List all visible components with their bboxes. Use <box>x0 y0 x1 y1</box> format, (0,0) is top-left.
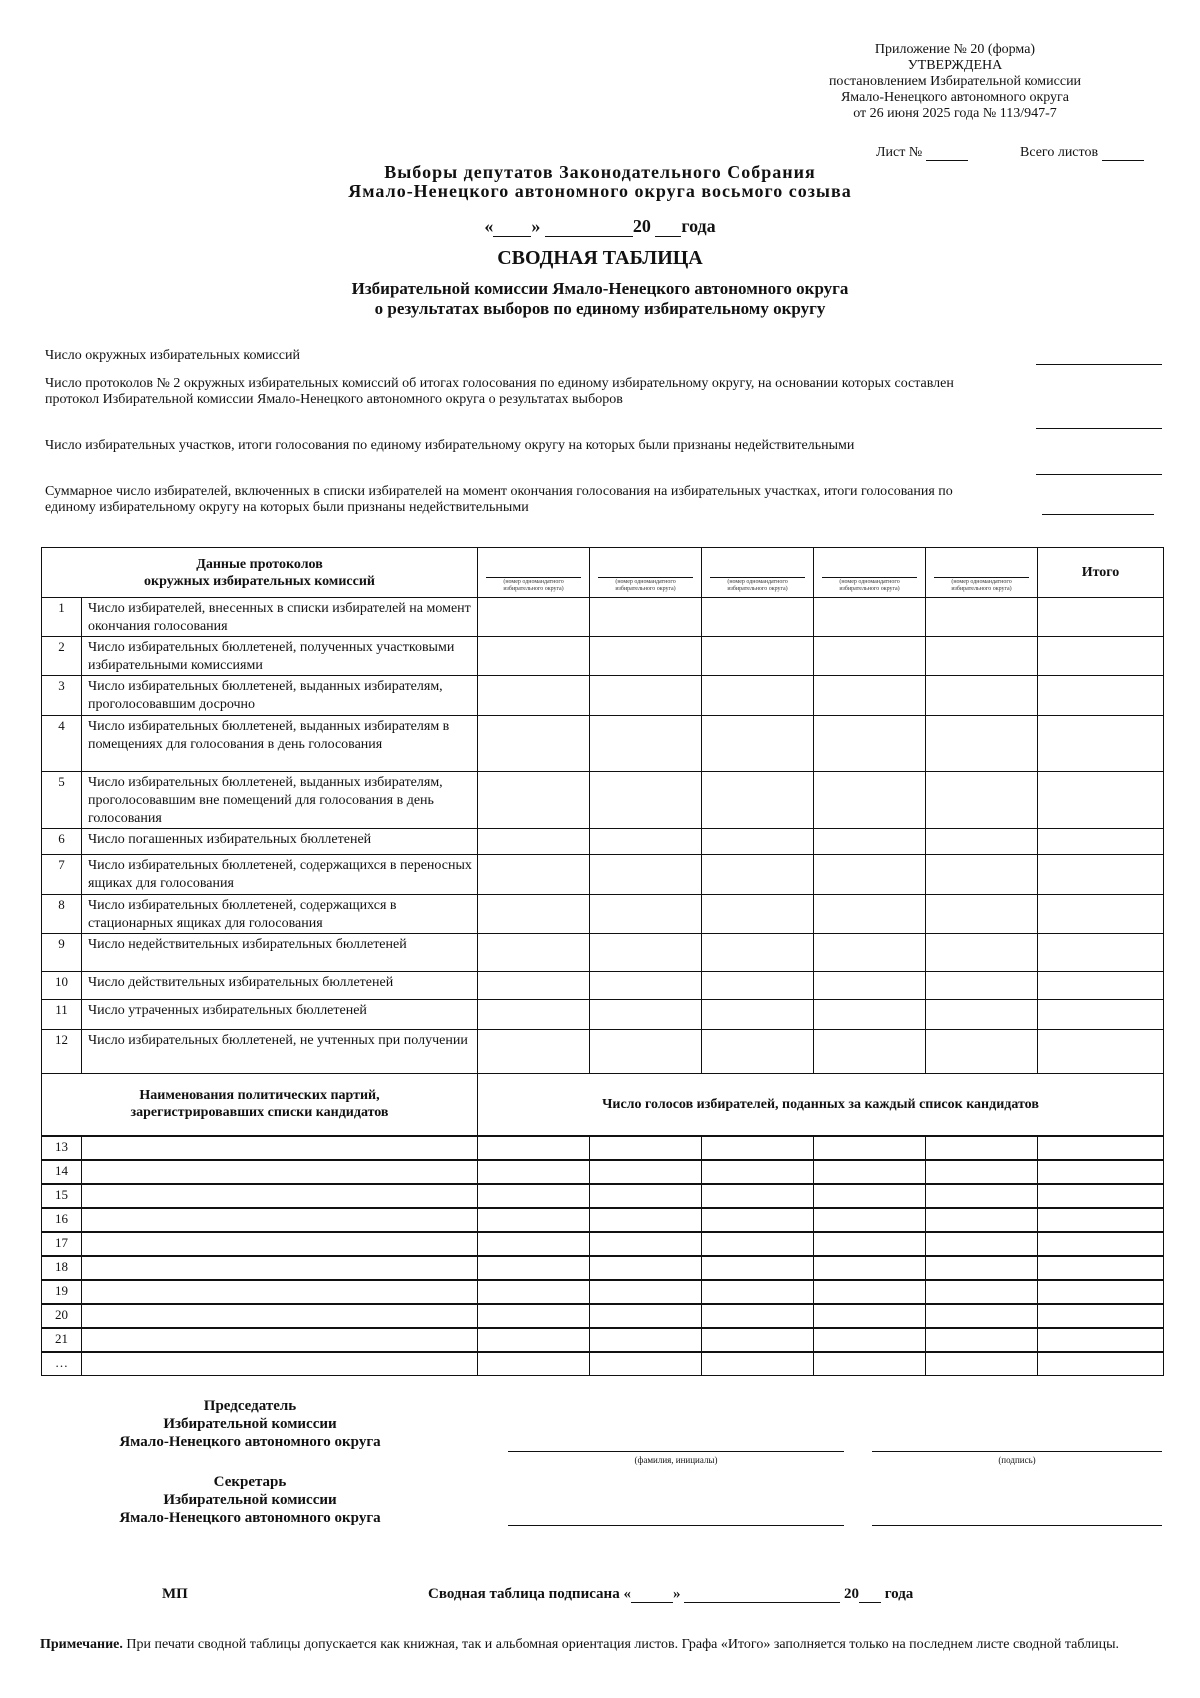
total-column-header: Итого <box>1038 548 1164 598</box>
value-cell[interactable] <box>702 716 814 772</box>
district-column-header[interactable] <box>926 548 1038 598</box>
chair-name-caption: (фамилия, инициалы) <box>634 1455 718 1465</box>
district-column-header[interactable] <box>814 548 926 598</box>
vote-cell[interactable] <box>702 1256 814 1280</box>
vote-cell[interactable] <box>1038 1328 1164 1352</box>
vote-cell[interactable] <box>702 1328 814 1352</box>
value-cell[interactable] <box>814 598 926 637</box>
district-caption: (номер одномандатного избирательного округа) <box>822 577 917 593</box>
row-label: Число утраченных избирательных бюллетеней <box>82 1000 478 1030</box>
value-cell[interactable] <box>478 895 590 934</box>
info-voters-sum: Суммарное число избирателей, включенных в списки избирателей на момент окончания голосования на избирательных участках, итоги голосования по единому избирательному округу на которых были признаны недействительными <box>45 484 953 515</box>
row-number: 1 <box>42 598 82 637</box>
value-cell[interactable] <box>478 829 590 855</box>
vote-cell[interactable] <box>590 1160 702 1184</box>
chair-name-line[interactable] <box>508 1451 844 1452</box>
page-title: СВОДНАЯ ТАБЛИЦА <box>497 247 703 269</box>
value-cell[interactable] <box>926 598 1038 637</box>
party-row-number: 14 <box>42 1160 82 1184</box>
value-cell[interactable] <box>590 772 702 829</box>
value-cell[interactable] <box>814 1030 926 1074</box>
value-cell[interactable] <box>1038 829 1164 855</box>
party-name-cell[interactable] <box>82 1352 478 1376</box>
vote-cell[interactable] <box>814 1352 926 1376</box>
party-row-number: 15 <box>42 1184 82 1208</box>
chair-sign-caption: (подпись) <box>998 1455 1036 1465</box>
vote-cell[interactable] <box>926 1304 1038 1328</box>
table-row <box>42 1030 1164 1074</box>
row-label: Число избирательных бюллетеней, полученных участковыми избирательными комиссиями <box>82 637 478 676</box>
secretary-name-line[interactable] <box>508 1525 844 1526</box>
row-number: 11 <box>42 1000 82 1030</box>
party-row-number: 18 <box>42 1256 82 1280</box>
value-cell[interactable] <box>478 716 590 772</box>
party-row <box>42 1184 1164 1208</box>
value-cell[interactable] <box>478 637 590 676</box>
vote-cell[interactable] <box>590 1328 702 1352</box>
table-row <box>42 829 1164 855</box>
value-cell[interactable] <box>814 829 926 855</box>
vote-cell[interactable] <box>1038 1232 1164 1256</box>
vote-cell[interactable] <box>926 1280 1038 1304</box>
vote-cell[interactable] <box>1038 1352 1164 1376</box>
value-cell[interactable] <box>478 1000 590 1030</box>
votes-header: Число голосов избирателей, поданных за каждый список кандидатов <box>478 1074 1164 1136</box>
vote-cell[interactable] <box>1038 1160 1164 1184</box>
appendix-label: Приложение № 20 (форма) <box>874 42 1036 57</box>
party-row-number: 13 <box>42 1136 82 1160</box>
chair-title: Председатель Избирательной комиссии Ямало-Ненецкого автономного округа <box>119 1398 381 1450</box>
value-cell[interactable] <box>926 637 1038 676</box>
vote-cell[interactable] <box>590 1136 702 1160</box>
row-label: Число избирательных бюллетеней, выданных избирателям, проголосовавшим досрочно <box>82 676 478 716</box>
vote-cell[interactable] <box>702 1232 814 1256</box>
value-cell[interactable] <box>1038 1030 1164 1074</box>
table-row <box>42 855 1164 895</box>
value-cell[interactable] <box>478 855 590 895</box>
info-protocols: Число протоколов № 2 окружных избирательных комиссий об итогах голосования по единому избирательному округу, на основании которых составлен протокол Избирательной комиссии Ямало-Ненецкого автономного округа о результатах выборов <box>45 376 954 407</box>
vote-cell[interactable] <box>814 1304 926 1328</box>
value-cell[interactable] <box>590 895 702 934</box>
value-cell[interactable] <box>814 772 926 829</box>
value-cell[interactable] <box>702 1000 814 1030</box>
value-cell[interactable] <box>478 772 590 829</box>
party-name-cell[interactable] <box>82 1136 478 1160</box>
value-cell[interactable] <box>926 934 1038 972</box>
district-column-header[interactable] <box>478 548 590 598</box>
vote-cell[interactable] <box>478 1280 590 1304</box>
approved-label: УТВЕРЖДЕНА <box>907 58 1003 73</box>
value-cell[interactable] <box>590 972 702 1000</box>
row-label: Число избирателей, внесенных в списки избирателей на момент окончания голосования <box>82 598 478 637</box>
table-row <box>42 1000 1164 1030</box>
row-label: Число избирательных бюллетеней, содержащихся в стационарных ящиках для голосования <box>82 895 478 934</box>
protocol-data-header: Данные протоколов окружных избирательных комиссий <box>42 548 478 598</box>
value-cell[interactable] <box>478 934 590 972</box>
table-row <box>42 934 1164 972</box>
party-names-header: Наименования политических партий, зарегистрировавших списки кандидатов <box>42 1074 478 1136</box>
party-name-cell[interactable] <box>82 1280 478 1304</box>
vote-cell[interactable] <box>702 1304 814 1328</box>
row-label: Число погашенных избирательных бюллетеней <box>82 829 478 855</box>
table-row <box>42 676 1164 716</box>
vote-cell[interactable] <box>702 1280 814 1304</box>
party-row <box>42 1328 1164 1352</box>
party-row-number: 20 <box>42 1304 82 1328</box>
table-header-row <box>42 548 1164 598</box>
vote-cell[interactable] <box>814 1256 926 1280</box>
party-row <box>42 1136 1164 1160</box>
vote-cell[interactable] <box>814 1208 926 1232</box>
vote-cell[interactable] <box>590 1304 702 1328</box>
value-cell[interactable] <box>814 637 926 676</box>
vote-cell[interactable] <box>926 1232 1038 1256</box>
page-subtitle: Избирательной комиссии Ямало-Ненецкого автономного округа о результатах выборов по единому избирательному округу <box>351 279 849 318</box>
party-name-cell[interactable] <box>82 1160 478 1184</box>
vote-cell[interactable] <box>702 1184 814 1208</box>
row-number: 3 <box>42 676 82 716</box>
value-cell[interactable] <box>814 934 926 972</box>
info-invalid-precincts-blank[interactable] <box>1036 474 1162 475</box>
party-row-number: … <box>42 1352 82 1376</box>
vote-cell[interactable] <box>590 1184 702 1208</box>
row-number: 2 <box>42 637 82 676</box>
value-cell[interactable] <box>814 676 926 716</box>
party-name-cell[interactable] <box>82 1232 478 1256</box>
vote-cell[interactable] <box>926 1136 1038 1160</box>
value-cell[interactable] <box>590 598 702 637</box>
value-cell[interactable] <box>1038 895 1164 934</box>
party-name-cell[interactable] <box>82 1208 478 1232</box>
value-cell[interactable] <box>702 895 814 934</box>
value-cell[interactable] <box>590 934 702 972</box>
info-invalid-precincts: Число избирательных участков, итоги голосования по единому избирательному округу на которых были признаны недействительными <box>45 438 855 453</box>
vote-cell[interactable] <box>926 1184 1038 1208</box>
vote-cell[interactable] <box>478 1328 590 1352</box>
vote-cell[interactable] <box>702 1352 814 1376</box>
value-cell[interactable] <box>1038 934 1164 972</box>
vote-cell[interactable] <box>702 1208 814 1232</box>
value-cell[interactable] <box>702 972 814 1000</box>
party-row-number: 21 <box>42 1328 82 1352</box>
stamp-place: МП <box>162 1586 188 1602</box>
value-cell[interactable] <box>926 1000 1038 1030</box>
party-row <box>42 1232 1164 1256</box>
vote-cell[interactable] <box>926 1208 1038 1232</box>
vote-cell[interactable] <box>1038 1280 1164 1304</box>
signed-date-line: Сводная таблица подписана « » 20 года <box>428 1586 914 1602</box>
value-cell[interactable] <box>478 1030 590 1074</box>
vote-cell[interactable] <box>478 1160 590 1184</box>
value-cell[interactable] <box>1038 855 1164 895</box>
vote-cell[interactable] <box>814 1136 926 1160</box>
value-cell[interactable] <box>926 716 1038 772</box>
row-number: 9 <box>42 934 82 972</box>
value-cell[interactable] <box>814 716 926 772</box>
vote-cell[interactable] <box>590 1232 702 1256</box>
value-cell[interactable] <box>590 676 702 716</box>
party-header-row <box>42 1074 1164 1136</box>
party-row-number: 19 <box>42 1280 82 1304</box>
vote-cell[interactable] <box>814 1280 926 1304</box>
vote-cell[interactable] <box>702 1160 814 1184</box>
footnote: Примечание. При печати сводной таблицы допускается как книжная, так и альбомная ориентация листов. Графа «Итого» заполняется только на последнем листе сводной таблицы. <box>40 1637 1120 1652</box>
vote-cell[interactable] <box>1038 1208 1164 1232</box>
value-cell[interactable] <box>702 855 814 895</box>
table-row <box>42 972 1164 1000</box>
row-number: 8 <box>42 895 82 934</box>
row-label: Число избирательных бюллетеней, выданных избирателям, проголосовавшим вне помещений для голосования в день голосования <box>82 772 478 829</box>
value-cell[interactable] <box>702 598 814 637</box>
approved-by: постановлением Избирательной комиссии <box>828 74 1082 89</box>
vote-cell[interactable] <box>478 1304 590 1328</box>
info-voters-sum-blank[interactable] <box>1042 514 1154 515</box>
info-protocols-blank[interactable] <box>1036 428 1162 429</box>
vote-cell[interactable] <box>1038 1136 1164 1160</box>
vote-cell[interactable] <box>590 1208 702 1232</box>
table-row <box>42 895 1164 934</box>
row-number: 12 <box>42 1030 82 1074</box>
party-name-cell[interactable] <box>82 1328 478 1352</box>
value-cell[interactable] <box>590 829 702 855</box>
vote-cell[interactable] <box>814 1160 926 1184</box>
row-label: Число действительных избирательных бюллетеней <box>82 972 478 1000</box>
value-cell[interactable] <box>478 598 590 637</box>
approved-date: от 26 июня 2025 года № 113/947-7 <box>853 106 1057 121</box>
sheet-number: Лист № <box>876 145 968 161</box>
row-number: 7 <box>42 855 82 895</box>
value-cell[interactable] <box>814 972 926 1000</box>
table-row <box>42 598 1164 637</box>
vote-cell[interactable] <box>814 1184 926 1208</box>
value-cell[interactable] <box>1038 772 1164 829</box>
approval-block <box>800 42 1110 122</box>
table-row <box>42 716 1164 772</box>
value-cell[interactable] <box>926 895 1038 934</box>
vote-cell[interactable] <box>1038 1184 1164 1208</box>
row-number: 4 <box>42 716 82 772</box>
district-caption: (номер одномандатного избирательного округа) <box>934 577 1029 593</box>
value-cell[interactable] <box>926 855 1038 895</box>
vote-cell[interactable] <box>702 1136 814 1160</box>
summary-table <box>41 547 1164 1376</box>
secretary-title: Секретарь Избирательной комиссии Ямало-Ненецкого автономного округа <box>119 1474 381 1526</box>
vote-cell[interactable] <box>814 1232 926 1256</box>
value-cell[interactable] <box>1038 598 1164 637</box>
value-cell[interactable] <box>926 829 1038 855</box>
value-cell[interactable] <box>702 676 814 716</box>
party-row <box>42 1208 1164 1232</box>
row-number: 5 <box>42 772 82 829</box>
party-row <box>42 1304 1164 1328</box>
value-cell[interactable] <box>1038 716 1164 772</box>
value-cell[interactable] <box>478 676 590 716</box>
chair-sign-line[interactable] <box>872 1451 1162 1452</box>
value-cell[interactable] <box>814 1000 926 1030</box>
row-label: Число избирательных бюллетеней, не учтенных при получении <box>82 1030 478 1074</box>
vote-cell[interactable] <box>1038 1304 1164 1328</box>
party-row <box>42 1280 1164 1304</box>
party-row-number: 17 <box>42 1232 82 1256</box>
vote-cell[interactable] <box>478 1232 590 1256</box>
vote-cell[interactable] <box>926 1328 1038 1352</box>
value-cell[interactable] <box>926 772 1038 829</box>
vote-cell[interactable] <box>590 1352 702 1376</box>
value-cell[interactable] <box>1038 637 1164 676</box>
vote-cell[interactable] <box>926 1352 1038 1376</box>
secretary-sign-line[interactable] <box>872 1525 1162 1526</box>
row-label: Число избирательных бюллетеней, содержащихся в переносных ящиках для голосования <box>82 855 478 895</box>
party-name-cell[interactable] <box>82 1304 478 1328</box>
total-sheets: Всего листов <box>1020 145 1144 161</box>
vote-cell[interactable] <box>478 1184 590 1208</box>
district-column-header[interactable] <box>702 548 814 598</box>
value-cell[interactable] <box>590 1000 702 1030</box>
vote-cell[interactable] <box>478 1136 590 1160</box>
row-label: Число недействительных избирательных бюллетеней <box>82 934 478 972</box>
value-cell[interactable] <box>478 972 590 1000</box>
value-cell[interactable] <box>590 716 702 772</box>
district-caption: (номер одномандатного избирательного округа) <box>486 577 581 593</box>
vote-cell[interactable] <box>590 1280 702 1304</box>
value-cell[interactable] <box>1038 972 1164 1000</box>
row-number: 10 <box>42 972 82 1000</box>
value-cell[interactable] <box>590 855 702 895</box>
district-column-header[interactable] <box>590 548 702 598</box>
vote-cell[interactable] <box>814 1328 926 1352</box>
party-name-cell[interactable] <box>82 1256 478 1280</box>
district-caption: (номер одномандатного избирательного округа) <box>598 577 693 593</box>
election-title: Выборы депутатов Законодательного Собрания Ямало-Ненецкого автономного округа восьмого созыва <box>348 162 852 201</box>
party-name-cell[interactable] <box>82 1184 478 1208</box>
row-number: 6 <box>42 829 82 855</box>
vote-cell[interactable] <box>478 1352 590 1376</box>
value-cell[interactable] <box>814 855 926 895</box>
vote-cell[interactable] <box>478 1208 590 1232</box>
value-cell[interactable] <box>926 676 1038 716</box>
total-sheets-blank <box>1102 146 1144 161</box>
vote-cell[interactable] <box>926 1160 1038 1184</box>
vote-cell[interactable] <box>926 1256 1038 1280</box>
party-row-number: 16 <box>42 1208 82 1232</box>
value-cell[interactable] <box>702 934 814 972</box>
value-cell[interactable] <box>590 637 702 676</box>
vote-cell[interactable] <box>590 1256 702 1280</box>
info-commissions: Число окружных избирательных комиссий <box>45 348 300 363</box>
value-cell[interactable] <box>702 637 814 676</box>
value-cell[interactable] <box>926 1030 1038 1074</box>
vote-cell[interactable] <box>478 1256 590 1280</box>
party-row <box>42 1160 1164 1184</box>
vote-cell[interactable] <box>1038 1256 1164 1280</box>
value-cell[interactable] <box>1038 1000 1164 1030</box>
approved-region: Ямало-Ненецкого автономного округа <box>840 90 1070 105</box>
table-row <box>42 772 1164 829</box>
sheet-number-blank <box>926 146 968 161</box>
date-line: « » 20 года <box>484 216 716 236</box>
value-cell[interactable] <box>590 1030 702 1074</box>
district-caption: (номер одномандатного избирательного округа) <box>710 577 805 593</box>
row-label: Число избирательных бюллетеней, выданных избирателям в помещениях для голосования в день голосования <box>82 716 478 772</box>
value-cell[interactable] <box>702 1030 814 1074</box>
party-row <box>42 1256 1164 1280</box>
value-cell[interactable] <box>814 895 926 934</box>
info-commissions-blank[interactable] <box>1036 364 1162 365</box>
value-cell[interactable] <box>1038 676 1164 716</box>
table-row <box>42 637 1164 676</box>
value-cell[interactable] <box>702 772 814 829</box>
value-cell[interactable] <box>926 972 1038 1000</box>
party-row <box>42 1352 1164 1376</box>
value-cell[interactable] <box>702 829 814 855</box>
